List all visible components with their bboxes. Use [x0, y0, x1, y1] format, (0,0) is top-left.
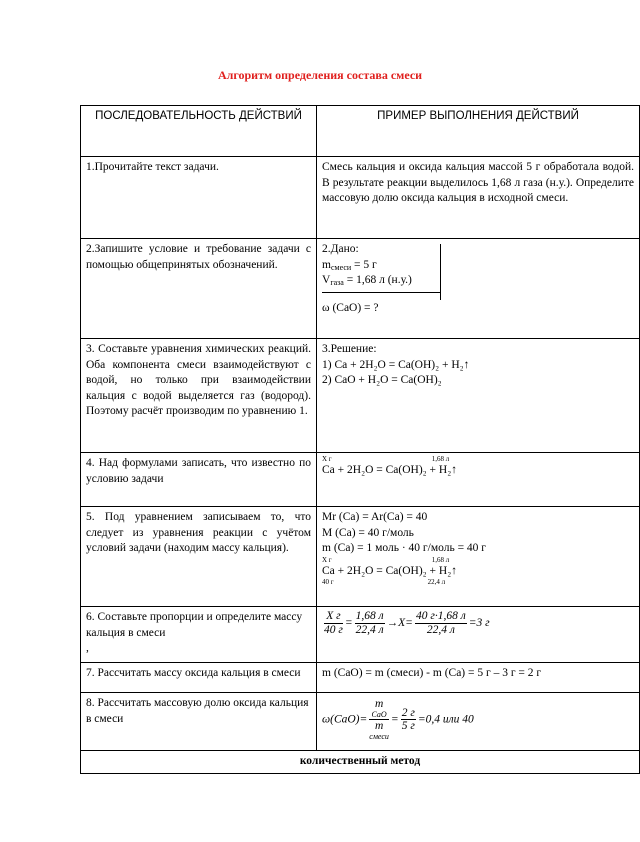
table-row [81, 157, 640, 239]
example-cell: Смесь кальция и оксида кальция массой 5 г обработала водой. В результате реакции выделилось 1,68 л газа (н.у.). Определите массовую долю оксида кальция в исходной смеси. [317, 157, 640, 239]
given-mass: $m_{смеси} = 5$ г [322, 258, 377, 272]
above-equation: X г 1,68 л [322, 455, 450, 463]
divider-line [322, 292, 440, 293]
example-cell [317, 453, 640, 507]
table-row [81, 507, 640, 607]
equation: Ca + 2H₂O = Ca(OH)₂ + H₂↑ [322, 564, 457, 577]
find-value: ω (CaO) = ? [322, 302, 379, 315]
molar-mass-line: M (Ca) = 40 г/моль [322, 526, 414, 539]
given-volume: $V_{газа} = 1,68$ л (н.у.) [322, 274, 412, 288]
example-cell [317, 239, 640, 339]
step-cell [81, 607, 317, 663]
algorithm-table [80, 105, 640, 774]
equation-2: 2) CaO + H₂O = Ca(OH)₂ [322, 374, 442, 387]
table-row [81, 663, 640, 693]
table-footer-row [81, 751, 640, 774]
given-block [322, 242, 634, 317]
table-row [81, 693, 640, 751]
header-steps: ПОСЛЕДОВАТЕЛЬНОСТЬ ДЕЙСТВИЙ [81, 106, 317, 157]
table-row [81, 453, 640, 507]
equation-1: 1) Ca + 2H₂O = Ca(OH)₂ + H₂↑ [322, 358, 470, 371]
given-title: 2.Дано: [322, 243, 359, 255]
equation: Ca + 2H₂O = Ca(OH)₂ + H₂↑ [322, 464, 457, 476]
page-title: Алгоритм определения состава смеси [217, 68, 423, 82]
example-cell [317, 607, 640, 663]
example-cell [317, 339, 640, 453]
table-header-row [81, 106, 640, 157]
example-cell [317, 693, 640, 751]
step-cell: 2.Запишите условие и требование задачи с помощью общепринятых обозначений. [81, 239, 317, 339]
molar-mass-line: Mr (Ca) = Ar(Ca) = 40 [322, 511, 428, 523]
step-text: 6. Составьте пропорции и определите массу кальция в смеси [86, 611, 303, 639]
mass-fraction-formula: ω(CaO)= m CaO m смеси = $\frac{2 г}{5 г}$ =0,4 или 40 [322, 698, 474, 742]
below-equation: 40 г 22,4 л [322, 578, 446, 587]
table-row [81, 607, 640, 663]
example-cell [317, 507, 640, 607]
mass-line: m (Ca) = 1 моль · 40 г/моль = 40 г [322, 542, 487, 555]
table-row [81, 239, 640, 339]
table-row [81, 339, 640, 453]
step-cell: 8. Рассчитать массовую долю оксида кальция в смеси [81, 693, 317, 751]
step-cell: 5. Под уравнением записываем то, что следует из уравнения реакции с учётом условий задачи (находим массу кальция). [81, 507, 317, 607]
footer-label: количественный метод [81, 751, 640, 774]
solution-title: 3.Решение: [322, 343, 377, 355]
step-cell: 3. Составьте уравнения химических реакций. Оба компонента смеси взаимодействуют с водой, но только при взаимодействии кальция с водой выделяется газ (водород). Поэтому расчёт производим по уравнению 1. [81, 339, 317, 453]
header-examples: ПРИМЕР ВЫПОЛНЕНИЯ ДЕЙСТВИЙ [317, 106, 640, 157]
step-cell: 7. Рассчитать массу оксида кальция в смеси [81, 663, 317, 693]
above-equation: X г 1,68 л [322, 555, 450, 564]
proportion-formula: $\frac{\text{X г}}{40 г}$ = $\frac{1,68 л}{22,4 л}$ →X= $\frac{40 г\cdot 1,68 л}{22,4 л}$ =3 г [324, 610, 490, 636]
step-cell: 1.Прочитайте текст задачи. [81, 157, 317, 239]
example-cell: m (CaO) = m (смеси) - m (Ca) = 5 г – 3 г = 2 г [317, 663, 640, 693]
step-cell: 4. Над формулами записать, что известно по условию задачи [81, 453, 317, 507]
divider-line [440, 244, 441, 300]
step-extra: , [86, 642, 89, 655]
